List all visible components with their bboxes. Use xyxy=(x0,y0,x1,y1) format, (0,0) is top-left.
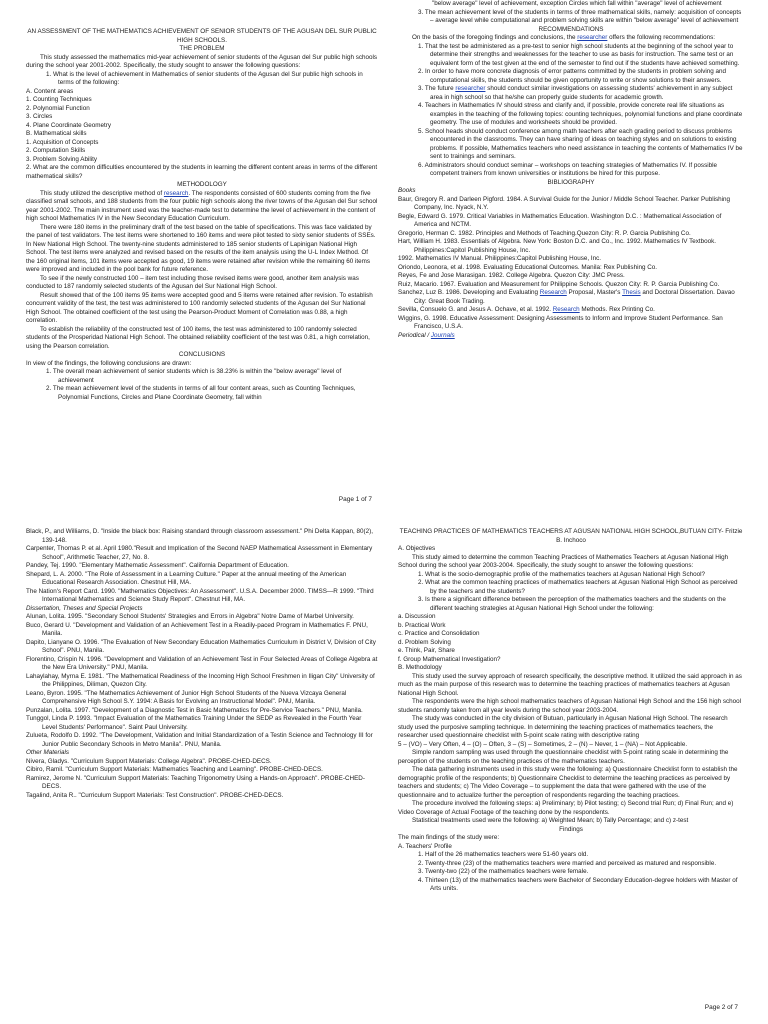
conclusion-item: 1. The overall mean achievement of senior students which is 38.23% is within the "below average" level of achievement xyxy=(46,368,342,384)
researcher-link[interactable]: researcher xyxy=(577,34,608,41)
page-footer: Page 1 of 7 xyxy=(338,495,372,503)
objectives-intro: This study aimed to determine the common Teaching Practices of Mathematics Teachers at Agusan National High School during the school year 2003-2004. Specifically, the study sought to answer the following questions: xyxy=(398,553,729,569)
bibliography-entry: Leano, Byron. 1995. "The Mathematics Achievement of Junior High School Students of the Nueva Vizcaya General Comprehensive High School S.Y. 1994: A Basis for Evolving an Instructional Model". PNU, Manila. xyxy=(26,689,347,705)
bibliography-entry: Florentino, Crispin N. 1996. "Development and Validation of an Achievement Test in Four Selected Areas of College Algebra at the New Era University." PNU, Manila. xyxy=(26,655,378,671)
profile-label: A. Teachers' Profile xyxy=(398,842,452,850)
bibliography-entry: Pandey, Tej. 1990. "Elementary Mathematic Assessment". California Department of Education. xyxy=(26,562,289,569)
thesis-link[interactable]: Thesis xyxy=(622,289,641,296)
recommendation-item: 1. That the test be administered as a pre-test to senior high school students at the beginning of the school year to determine their strengths and weaknesses for the teacher to use as basis for instruction. The same test or an equivalent form of the test given at the end of the semester to find out if the students have achieved something. xyxy=(418,42,740,67)
document-title: AN ASSESSMENT OF THE MATHEMATICS ACHIEVEMENT OF SENIOR STUDENTS OF THE AGUSAN DEL SUR PUBLIC HIGH SCHOOLS. xyxy=(27,28,377,44)
bibliography-entry: Gregorio, Herman C. 1982. Principles and Methods of Teaching.Quezon City: R. P. Garcia Publishing Co. xyxy=(398,229,691,237)
bibliography-entry: The Nation's Report Card. 1990. "Mathematics Objectives: An Assessment". U.S.A. December 2000. TIMSS—R 1999. "Third International Mathematics and Science Study Report". Chestnut Hill, MA. xyxy=(26,587,374,603)
bibliography-entry: Carpenter, Thomas P. et al. April 1980."Result and Implication of the Second NAEP Mathematical Assessment in Elementary School", Arithmetic Teacher, 27, No. 8. xyxy=(26,545,373,561)
bibliography-entry: Black, P., and Williams, D. "Inside the black box: Raising standard through classroom assessment." Phi Delta Kappan, 80(2), 139-148. xyxy=(26,528,374,544)
bibliography-entry: Reyes, Fe and Jose Marasigan. 1982. College Algebra. Quezon City: JMC Press. xyxy=(398,272,625,279)
page2-left-column xyxy=(26,528,378,998)
section-label: Dissertation, Theses and Special Projects xyxy=(26,604,143,612)
content-area-item: 3. Problem Solving Ability xyxy=(26,155,98,163)
problem-intro: This study assessed the mathematics mid-year achievement of senior students of the Agusan del Sur public high schools during the school year 2001-2002. Specifically, the study sought to answer the following questions: xyxy=(26,53,378,69)
methodology-paragraph: The study was conducted in the city division of Butuan, particularly in Agusan National High School. The research study used the purposive sampling technique. In determining the teaching practices of mathematics teachers, the researcher used questionnaire checklist with 5-point scale rating with descriptive rating xyxy=(398,715,728,739)
methodology-paragraph: Simple random sampling was used through the questionnaire checklist with 5-point rating scale in determining the perception of the students on the teaching practices of the mathematics teachers. xyxy=(398,749,729,765)
strategy-item: d. Problem Solving xyxy=(398,638,451,646)
bibliography-entry: Zulueta, Rodolfo D. 1992. "The Development, Validation and Initial Standardization of a Testin Science and Technology III for Junior Public Secondary Schools in Metro Manila". PNU, Manila. xyxy=(26,732,373,748)
recommendation-item: 3. The future researcher should conduct similar investigations on assessing students' achievement in any subject area in high school so that he/she can properly guide students for academic growth. xyxy=(418,85,733,101)
content-area-item: B. Mathematical skills xyxy=(26,130,87,137)
bibliography-entry: Shepard, L. A. 2000. "The Role of Assessment in a Learning Culture." Paper at the annual meeting of the American Educational Research Association. Chestnut Hill, MA. xyxy=(26,570,347,586)
problem-heading: THE PROBLEM xyxy=(179,45,225,52)
methodology-paragraph: The respondents were the high school mathematics teachers of Agusan National High School and the 156 high school students randomly taken from all year levels during the school year 2003-2004. xyxy=(398,698,742,714)
recommendations-intro: On the basis of the foregoing findings and conclusions, the researcher offers the following recommendations: xyxy=(412,34,716,41)
rating-scale: 5 – (VO) – Very Often, 4 – (O) – Often, 3 – (S) – Sometimes, 2 – (N) – Never, 1 – (NA) – Not Applicable. xyxy=(398,740,688,748)
recommendation-item: 4. Teachers in Mathematics IV should stress and clarify and, if possible, provide concrete real life situations as examples in the teaching of the following topics: counting techniques, polynomial functions and plane coordinate geometry. The use of modules and worksheets should be provided. xyxy=(418,102,743,126)
bibliography-entry: Wiggins, G. 1998. Educative Assessment: Designing Assessments to Inform and Improve Student Performance. San Francisco, U.S.A. xyxy=(398,314,723,330)
methodology-paragraph: There were 180 items in the preliminary draft of the test based on the table of specifications. This was face validated by the panel of test validators. The test items were shortened to 160 items and were pilot tested to sixty senior students of SSEs. In New National High School. The twenty-nine students administered to 185 senior students of Lapinigan National High School. The test items were analyzed and revised based on the results of the item analysis using the U-L Index Method. Of the 160 original items, 101 items were accepted as good, 19 items were retained after revision while the remaining 60 items were improved and included in the pool bank for future reference. xyxy=(26,223,376,273)
strategy-item: a. Discussion xyxy=(398,613,436,620)
methodology-heading: METHODOLOGY xyxy=(177,181,227,188)
bibliography-entry: 1992. Mathematics IV Manual. Philippines:Capitol Publishing House, Inc. xyxy=(398,255,602,262)
methodology-label: B. Methodology xyxy=(398,664,442,671)
recommendation-item: 6. Administrators should conduct seminar – workshops on teaching strategies of Mathematics IV. If possible competent trainers from known universities or institutions be hired for this purpose. xyxy=(418,161,718,177)
methodology-paragraph: Result showed that of the 100 items 95 items were accepted good and 5 items were retained after revision. To establish concurrent validity of the test, the test was administered to 100 randomly selected students of the Agusan del Sur National High School. The obtained coefficient of the test using the Pearson-Product Moment of Correlation was 0.88, a high correlation. xyxy=(26,291,373,324)
bibliography-entry: Ramirez, Jerome N. "Curriculum Support Materials: Teaching Trigonometry Using a Hands-on Approach". PROBE-CHED-DECS. xyxy=(26,774,365,790)
bibliography-entry: Baur, Gregory R. and Darleen Pigford. 1984. A Survival Guide for the Junior / Middle School Teacher. Parker Publishing Company, Inc. Nyack, N.Y. xyxy=(398,195,731,211)
page-footer: Page 2 of 7 xyxy=(704,1003,738,1011)
bibliography-entry: Sevilla, Consuelo G. and Jesus A. Ochave, et al. 1992. Research Methods. Rex Printing Co. xyxy=(398,306,655,313)
content-area-item: 1. Acquisition of Concepts xyxy=(26,138,99,146)
content-area-item: 3. Circles xyxy=(26,113,53,120)
bibliography-entry: Tunggol, Linda P. 1993. "Impact Evaluation of the Mathematics Training Under the SEDP as Revealed in the Fourth Year Level Students' Performance". Saint Paul University. xyxy=(26,715,362,731)
finding-item: 4. Thirteen (13) of the mathematics teachers were Bachelor of Secondary Education-degree holders with Master of Arts units. xyxy=(418,876,738,892)
bibliography-entry: Tagalind, Anita R.. "Curriculum Support Materials: Test Construction". PROBE-CHED-DECS. xyxy=(26,791,284,799)
researcher-link[interactable]: researcher xyxy=(455,85,486,92)
bibliography-entry: Ruiz, Macario. 1967. Evaluation and Measurement for Philippine Schools. Quezon City: R. P. Garcia Publishing Co. xyxy=(398,280,720,288)
objectives-label: A. Objectives xyxy=(398,545,436,552)
content-area-item: 4. Plane Coordinate Geometry xyxy=(26,121,112,129)
strategy-item: e. Think, Pair, Share xyxy=(398,647,455,654)
strategy-item: b. Practical Work xyxy=(398,621,446,629)
bibliography-entry: Dapito, Lianyane O. 1996. "The Evaluation of New Secondary Education Mathematics Curriculum in District V, Division of City School". PNU, Manila. xyxy=(26,638,376,654)
objective-item: 3. Is there a significant difference between the perception of the mathematics teachers and the students on the different teaching strategies at Agusan National High School under the following: xyxy=(418,596,726,612)
page1-left-column xyxy=(26,28,378,503)
objective-item: 2. What are the common teaching practices of mathematics teachers at Agusan National High School as perceived by the teachers and the students? xyxy=(418,579,738,595)
methodology-paragraph: To establish the reliability of the constructed test of 100 items, the test was administered to 100 randomly selected students of the Prosperidad National High School. The obtained reliability coefficient of the test was 0.81, a high correlation, using the Pearson correlation. xyxy=(26,325,370,350)
journals-link[interactable]: Journals xyxy=(430,331,455,339)
findings-intro: The main findings of the study were: xyxy=(398,834,500,841)
bibliography-entry: Hart, William H. 1983. Essentials of Algebra. New York: Boston D.C. and Co., Inc. 1992. Mathematics IV Textbook. Philippines:Capitol Publishing House, Inc. xyxy=(398,238,717,254)
bibliography-entry: Oriondo, Leonora, et al. 1998. Evaluating Educational Outcomes. Manila: Rex Publishing Co. xyxy=(398,263,658,271)
objective-item: 1. What is the socio-demographic profile of the mathematics teachers at Agusan National High School? xyxy=(418,570,706,578)
content-area-item: A. Content areas xyxy=(26,87,74,95)
conclusion-item: 2. The mean achievement level of the students in terms of all four content areas, such as Counting Techniques, Polynomial Functions, Circles and Plane Coordinate Geometry, fall within xyxy=(46,385,356,401)
conclusions-heading: CONCLUSIONS xyxy=(178,351,226,358)
bibliography-entry: Punzalan, Lolita. 1997. "Development of a Diagnostic Test in Basic Mathematics for Pre-Service Teachers." PNU, Manila. xyxy=(26,706,363,714)
strategy-item: f. Group Mathematical Investigation? xyxy=(398,655,501,663)
research-link[interactable]: Research xyxy=(552,306,580,313)
periodical-label: Periodical / Journals xyxy=(398,331,455,339)
methodology-paragraph: To see if the newly constructed 100 – item test including those revised items were good, another item analysis was conducted to 187 randomly selected students of the Agusan del Sur National High School. xyxy=(26,274,359,290)
finding-item: 3. Twenty-two (22) of the mathematics teachers were female. xyxy=(418,868,589,875)
methodology-paragraph: This study utilized the descriptive method of research. The respondents consisted of 600 students coming from the five classified small schools, and 188 students from the four public high schools along the river towns of the Agusan del Sur school year 2001-2002. The main instrument used was the teacher-made test to determine the level of achievement in the content of high school Mathematics IV in the New Secondary Education Curriculum. xyxy=(26,189,378,222)
bibliography-entry: Cibiro, Ramil. "Curriculum Support Materials: Mathematics Teaching and Learning". PROBE-CHED-DECS. xyxy=(26,766,323,773)
section-label: Other Materials xyxy=(26,749,70,756)
study-title: TEACHING PRACTICES OF MATHEMATICS TEACHERS AT AGUSAN NATIONAL HIGH SCHOOL,BUTUAN CITY- Fritzie B. Inchoco xyxy=(399,528,743,544)
question-1: 1. What is the level of achievement in Mathematics of senior students of the Agusan del Sur public high schools in terms of the following: xyxy=(46,70,363,86)
methodology-paragraph: The data gathering instruments used in this study were the following: a) Questionnaire Checklist form to establish the demographic profile of the respondents; b) Questionnaire Checklist to determine the teaching practices as perceived by teachers and students; c) The Video Coverage – to supplement the data that were gathered with the use of the questionnaire and to actualize further the perception of respondents regarding the teaching practices. xyxy=(398,766,738,799)
recommendations-heading: RECOMMENDATIONS xyxy=(538,25,604,33)
methodology-paragraph: The procedure involved the following steps: a) Preliminary; b) Pilot testing; c) Second trial Run; d) Final Run; and e) Video Coverage of Actual Footage of the teaching done by the respondents. xyxy=(398,800,734,816)
bibliography-entry: Alunan, Lolita. 1995. "Secondary School Students' Strategies and Errors in Algebra" Notre Dame of Marbel University. xyxy=(26,613,354,620)
bibliography-entry: Begle, Edward G. 1979. Critical Variables in Mathematics Education. Washington D.C. : Mathematical Association of America and NCTM. xyxy=(398,212,722,228)
conclusion-item: 3. The mean achievement level of the students in terms of three mathematical skills, namely: acquisition of concepts – average level while computational and problem solving skills are within "below average" level of achievement xyxy=(418,8,742,24)
bibliography-entry: Sanchez, Luz B. 1986. Developing and Evaluating Research Proposal, Master's Thesis and Doctoral Dissertation. Davao City: Great Book Trading. xyxy=(398,289,735,305)
finding-item: 2. Twenty-three (23) of the mathematics teachers were married and perceived as matured and responsible. xyxy=(418,859,717,867)
recommendation-item: 5. School heads should conduct conference among math teachers after each grading period to discuss problems encountered in the classrooms. They can have sharing of ideas on teaching styles and on solutions to existing problems. If possible, Mathematics teachers who need assistance in teaching the contents of Mathematics IV be sent to trainings and seminars. xyxy=(418,127,743,160)
bibliography-heading: BIBLIOGRAPHY xyxy=(547,178,595,186)
strategy-item: c. Practice and Consolidation xyxy=(398,630,480,637)
research-link[interactable]: research xyxy=(163,189,189,197)
page1-right-column xyxy=(398,0,744,498)
findings-heading: Findings xyxy=(559,825,583,833)
content-area-item: 2. Computation Skills xyxy=(26,147,86,154)
question-2: 2. What are the common difficulties encountered by the students in learning the different content areas in terms of the different mathematical skills? xyxy=(26,164,378,180)
content-area-item: 1. Counting Techniques xyxy=(26,96,92,103)
books-label: Books xyxy=(398,187,416,194)
methodology-paragraph: Statistical treatments used were the following: a) Weighted Mean; b) Tally Percentage; and c) z-test xyxy=(412,817,689,824)
bibliography-entry: Buco, Gerard U. "Development and Validation of an Achievement Test in a Readily-paced Program in Mathematics F. PNU, Manila. xyxy=(26,621,368,637)
bibliography-entry: Lahaylahay, Myrna E. 1981. "The Mathematical Readiness of the Incoming High School Freshmen in Iligan City" University of the Philippines, Diliman, Quezon City. xyxy=(26,672,375,688)
bibliography-entry: Nivera, Gladys. "Curriculum Support Materials: College Algebra". PROBE-CHED-DECS. xyxy=(26,757,272,765)
finding-item: 1. Half of the 26 mathematics teachers were 51-60 years old. xyxy=(418,851,589,858)
content-area-item: 2. Polynomial Function xyxy=(26,104,90,112)
conclusion-continued: "below average" level of achievement, exception Circles which fall within "average" level of achievement xyxy=(432,0,722,7)
recommendation-item: 2. In order to have more concrete diagnosis of error patterns committed by the students in problem solving and computational skills, the students should be given opportunity to write or show solutions to their answers. xyxy=(418,68,727,84)
research-link[interactable]: Research xyxy=(539,289,567,296)
page2-right-column xyxy=(398,528,744,1018)
methodology-paragraph: This study used the survey approach of research specifically, the descriptive method. It utilized the said approach in as much as the main purpose of this research was to determine the teaching practices of mathematics teachers at Agusan National High School. xyxy=(398,672,742,697)
conclusions-intro: In view of the findings, the following conclusions are drawn: xyxy=(26,359,192,367)
